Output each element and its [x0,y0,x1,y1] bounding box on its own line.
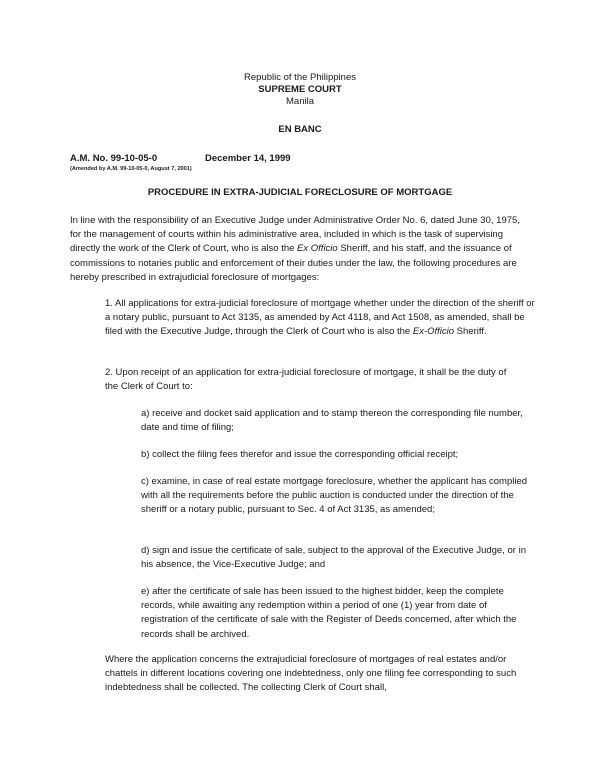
subitem-e: e) after the certificate of sale has been issued to the highest bidder, keep the complete records, while awaiting any redemption within a period of one (1) year from date of registration of the certificate of sale with the Register of Deeds concerned, after which the records shall be archived. [141,586,517,640]
case-date: December 14, 1999 [205,153,291,164]
intro-paragraph: In line with the responsibility of an Executive Judge under Administrative Order No. 6, dated June 30, 1975, for the management of courts within his administrative area, included in which is the task of supervising directly the work of the Clerk of Court, who is also the Ex Officio Sheriff, and his staff, and the issuance of commissions to notaries public and enforcement of their duties under the law, the following procedures are hereby prescribed in extrajudicial foreclosure of mortgages: [70,215,520,283]
document-title: PROCEDURE IN EXTRA-JUDICIAL FORECLOSURE OF MORTGAGE [147,187,453,198]
subitem-c: c) examine, in case of real estate mortgage foreclosure, whether the applicant has complied with all the requirements before the public auction is conducted under the direction of the sheriff or a notary public, pursuant to Sec. 4 of Act 3135, as amended; [141,476,528,516]
en-banc-heading: EN BANC [278,124,322,135]
item-1: 1. All applications for extra-judicial foreclosure of mortgage whether under the direction of the sheriff or a notary public, pursuant to Act 3135, as amended by Act 4118, and Act 1508, as amended, shall be filed with the Executive Judge, through the Clerk of Court who is also the Ex-Officio Sheriff. [105,298,535,338]
subitem-a: a) receive and docket said application and to stamp thereon the corresponding file number, date and time of filing; [141,408,523,434]
case-number: A.M. No. 99-10-05-0 [70,153,158,164]
closing-paragraph: Where the application concerns the extrajudicial foreclosure of mortgages of real estates and/or chattels in different locations covering one indebtedness, only one filing fee corresponding to such indebtedness shall be collected. The collecting Clerk of Court shall, [105,654,517,694]
subitem-d: d) sign and issue the certificate of sale, subject to the approval of the Executive Judge, or in his absence, the Vice-Executive Judge; and [141,545,526,571]
item-2: 2. Upon receipt of an application for extra-judicial foreclosure of mortgage, it shall be the duty of the Clerk of Court to: [105,367,507,393]
republic-line: Republic of the Philippines [244,72,356,83]
amendment-note: (Amended by A.M. 99-10-05-0, August 7, 2001) [70,166,192,172]
subitem-b: b) collect the filing fees therefor and issue the corresponding official receipt; [141,449,459,460]
court-name: SUPREME COURT [258,84,342,95]
court-city: Manila [286,96,314,107]
